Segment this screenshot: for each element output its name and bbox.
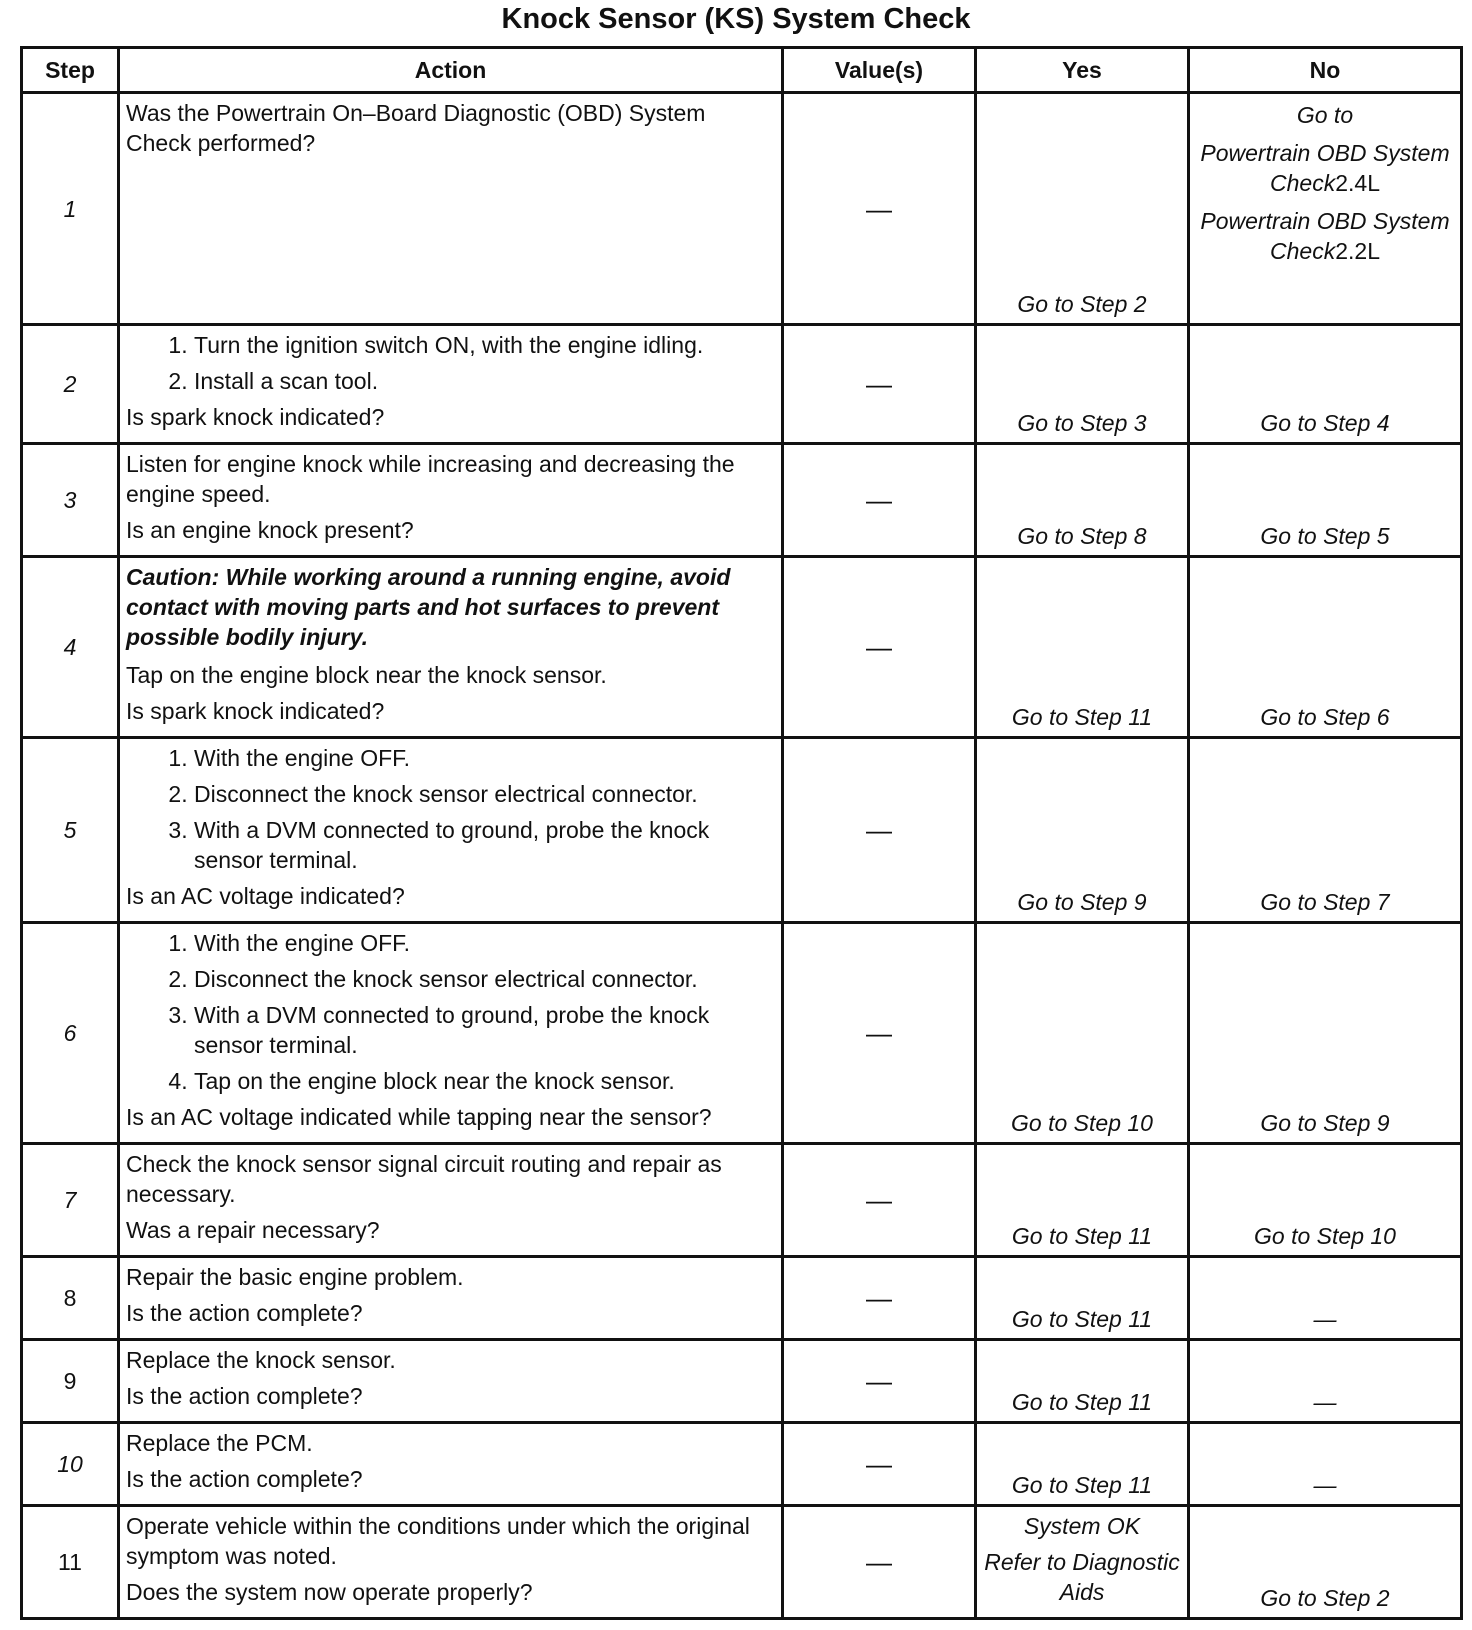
no-cell: — [1189,1423,1462,1506]
no-link[interactable]: Go to Step 10 [1189,1144,1462,1257]
caution-text: Caution: While working around a running engine, avoid contact with moving parts and hot surfaces to prevent possible bodily injury. [126,564,731,650]
action-text: Operate vehicle within the conditions under which the original symptom was noted. [126,1513,750,1569]
action-item: 3. With a DVM connected to ground, probe the knock sensor terminal. [194,815,775,875]
no-link-22l[interactable]: Powertrain OBD System Check2.2L [1200,208,1450,264]
value-cell: — [783,1257,976,1340]
page-title: Knock Sensor (KS) System Check [501,3,971,35]
action-cell [119,1340,783,1423]
no-cell: — [1189,1257,1462,1340]
yes-link[interactable]: Go to Step 11 [976,1257,1189,1340]
no-link[interactable]: Go to Step 6 [1189,557,1462,738]
action-item: 2. Disconnect the knock sensor electrical connector. [194,779,775,809]
header-values: Value(s) [783,48,976,93]
no-link-24l[interactable]: Powertrain OBD System Check2.4L [1200,140,1450,196]
table-row [22,325,1462,444]
yes-link[interactable]: Go to Step 8 [976,444,1189,557]
action-item: 1. With the engine OFF. [194,928,775,958]
action-text: Replace the PCM. [126,1430,313,1456]
yes-cell [976,1506,1189,1619]
step-number: 1 [22,93,119,325]
action-text: Listen for engine knock while increasing and decreasing the engine speed. [126,451,735,507]
header-no: No [1189,48,1462,93]
yes-link[interactable]: Go to Step 11 [976,1423,1189,1506]
step-number: 9 [22,1340,119,1423]
yes-link[interactable]: Go to Step 11 [976,1340,1189,1423]
step-number: 11 [22,1506,119,1619]
table-row [22,444,1462,557]
action-question: Is spark knock indicated? [126,698,385,724]
value-cell: — [783,444,976,557]
action-cell [119,93,783,325]
action-cell [119,1506,783,1619]
action-text: Was the Powertrain On–Board Diagnostic (OBD) System Check performed? [126,100,706,156]
value-cell: — [783,325,976,444]
header-row [22,48,1462,93]
action-question: Is an AC voltage indicated? [126,883,405,909]
table-row [22,738,1462,923]
table-row [22,1423,1462,1506]
action-question: Is the action complete? [126,1300,363,1326]
action-list [126,743,775,875]
value-cell: — [783,557,976,738]
yes-link[interactable]: Go to Step 10 [976,923,1189,1144]
table-row [22,923,1462,1144]
value-cell: — [783,923,976,1144]
yes-link[interactable]: Go to Step 11 [976,557,1189,738]
yes-link[interactable]: Go to Step 3 [976,325,1189,444]
action-question: Does the system now operate properly? [126,1579,533,1605]
no-link[interactable]: Go to Step 7 [1189,738,1462,923]
yes-diagnostic-aids-link[interactable]: Refer to Diagnostic Aids [984,1549,1180,1605]
action-text: Check the knock sensor signal circuit routing and repair as necessary. [126,1151,722,1207]
action-item: 3. With a DVM connected to ground, probe the knock sensor terminal. [194,1000,775,1060]
step-number: 5 [22,738,119,923]
yes-link[interactable]: Go to Step 11 [976,1144,1189,1257]
table-row [22,1257,1462,1340]
action-question: Is spark knock indicated? [126,404,385,430]
action-item: 1. With the engine OFF. [194,743,775,773]
action-cell [119,557,783,738]
header-yes: Yes [976,48,1189,93]
step-number: 6 [22,923,119,1144]
step-number: 3 [22,444,119,557]
value-cell: — [783,1506,976,1619]
action-item: 1. Turn the ignition switch ON, with the engine idling. [194,330,775,360]
action-cell [119,1423,783,1506]
action-list [126,928,775,1096]
action-question: Is the action complete? [126,1383,363,1409]
action-cell [119,738,783,923]
action-item: 2. Disconnect the knock sensor electrical connector. [194,964,775,994]
table-row [22,1506,1462,1619]
value-cell: — [783,1340,976,1423]
yes-system-ok: System OK [1023,1513,1141,1539]
yes-link[interactable]: Go to Step 2 [976,93,1189,325]
action-cell [119,923,783,1144]
no-link[interactable]: Go to Step 4 [1189,325,1462,444]
action-item: 4. Tap on the engine block near the knock sensor. [194,1066,775,1096]
action-cell [119,1257,783,1340]
action-cell [119,325,783,444]
action-question: Is an engine knock present? [126,517,414,543]
header-step: Step [22,48,119,93]
no-link[interactable]: Go to Step 2 [1189,1506,1462,1619]
action-cell [119,444,783,557]
header-action: Action [119,48,783,93]
no-link[interactable]: Go to Step 5 [1189,444,1462,557]
step-number: 2 [22,325,119,444]
action-question: Is an AC voltage indicated while tapping near the sensor? [126,1104,712,1130]
action-list [126,330,775,396]
table-row [22,1340,1462,1423]
table-row [22,557,1462,738]
action-item: 2. Install a scan tool. [194,366,775,396]
table-row [22,1144,1462,1257]
value-cell: — [783,93,976,325]
step-number: 7 [22,1144,119,1257]
value-cell: — [783,1144,976,1257]
step-number: 4 [22,557,119,738]
value-cell: — [783,1423,976,1506]
ks-system-check-table [20,46,1463,1620]
value-cell: — [783,738,976,923]
yes-link[interactable]: Go to Step 9 [976,738,1189,923]
action-cell [119,1144,783,1257]
action-text: Tap on the engine block near the knock sensor. [126,662,607,688]
no-cell [1189,93,1462,325]
table-row [22,93,1462,325]
step-number: 8 [22,1257,119,1340]
no-intro: Go to [1296,102,1354,128]
action-text: Replace the knock sensor. [126,1347,396,1373]
action-question: Was a repair necessary? [126,1217,380,1243]
step-number: 10 [22,1423,119,1506]
no-link[interactable]: Go to Step 9 [1189,923,1462,1144]
no-cell: — [1189,1340,1462,1423]
action-question: Is the action complete? [126,1466,363,1492]
action-text: Repair the basic engine problem. [126,1264,464,1290]
